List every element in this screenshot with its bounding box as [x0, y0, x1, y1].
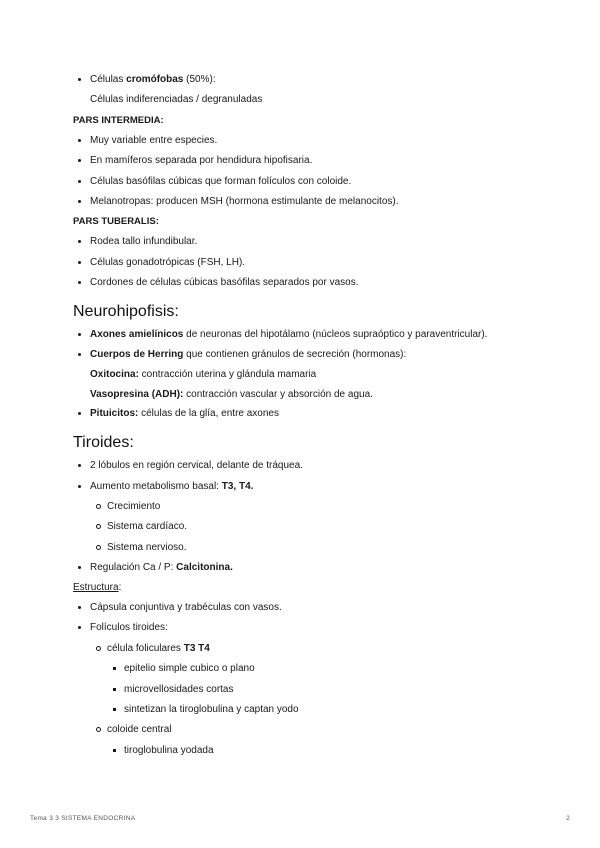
text: contracción vascular y absorción de agua.	[183, 389, 373, 400]
sub-list-item: Crecimiento	[107, 501, 161, 512]
bold-text: Cuerpos de Herring	[90, 349, 184, 360]
text: :	[118, 582, 122, 593]
list-item: Cordones de células cúbicas basófilas separados por vasos.	[90, 277, 359, 288]
sub-sub-list-item: tiroglobulina yodada	[124, 745, 214, 756]
sub-sub-list-item: epitelio simple cubico o plano	[124, 663, 255, 674]
list-item: Rodea tallo infundibular.	[90, 236, 198, 247]
vasopresina-line	[90, 388, 373, 401]
text: contracción uterina y glándula mamaria	[138, 369, 317, 380]
list-item: Melanotropas: producen MSH (hormona estimulante de melanocitos).	[90, 196, 399, 207]
sub-list-item: coloide central	[107, 724, 172, 735]
bold-text: T3, T4.	[221, 481, 254, 492]
sub-list-item: Sistema cardíaco.	[107, 521, 188, 532]
list-item: Células basófilas cúbicas que forman folículos con coloide.	[90, 176, 352, 187]
text: de neuronas del hipotálamo (núcleos supraóptico y paraventricular).	[183, 329, 488, 340]
subheading-pars-intermedia: PARS INTERMEDIA:	[73, 115, 164, 126]
list-item-herring	[90, 348, 406, 361]
list-item: Células gonadotrópicas (FSH, LH).	[90, 257, 246, 268]
bold-text: cromófobas	[126, 74, 184, 85]
bold-text: T3 T4	[183, 643, 210, 654]
list-item: Folículos tiroides:	[90, 622, 168, 633]
heading-tiroides: Tiroides:	[73, 434, 134, 451]
list-item-metabolismo	[90, 480, 253, 493]
footer-title: Tema 3 3 SISTEMA ENDOCRINA	[30, 815, 136, 822]
underlined-text: Estructura	[73, 582, 119, 593]
bold-text: Axones amielínicos	[90, 329, 184, 340]
list-item: Muy variable entre especies.	[90, 135, 218, 146]
sub-list-item: Sistema nervioso.	[107, 542, 187, 553]
estructura-label	[73, 581, 121, 594]
sub-sub-list-item: sintetizan la tiroglobulina y captan yodo	[124, 704, 299, 715]
bold-text: Pituicitos:	[90, 408, 139, 419]
list-item: Cápsula conjuntiva y trabéculas con vasos.	[90, 602, 282, 613]
text: que contienen gránulos de secreción (hormonas):	[183, 349, 407, 360]
bold-text: Calcitonina.	[176, 562, 233, 573]
page-number: 2	[566, 815, 570, 822]
text: Regulación Ca / P:	[90, 562, 177, 573]
cromofobas-detail: Células indiferenciadas / degranuladas	[90, 94, 263, 105]
bold-text: Vasopresina (ADH):	[90, 389, 184, 400]
list-item: 2 lóbulos en región cervical, delante de tráquea.	[90, 460, 303, 471]
list-item-pituicitos	[90, 407, 279, 420]
text: Aumento metabolismo basal:	[90, 481, 222, 492]
oxitocina-line	[90, 368, 316, 381]
sub-list-item-celula	[107, 642, 210, 655]
list-item: En mamíferos separada por hendidura hipofisaria.	[90, 155, 313, 166]
list-item-regulacion	[90, 561, 233, 574]
text: célula foliculares	[107, 643, 184, 654]
list-item-cromofobas	[90, 73, 216, 86]
text: células de la glía, entre axones	[138, 408, 279, 419]
text: Células	[90, 74, 127, 85]
heading-neurohipofisis: Neurohipofisis:	[73, 303, 179, 320]
bold-text: Oxitocina:	[90, 369, 139, 380]
subheading-pars-tuberalis: PARS TUBERALIS:	[73, 216, 159, 227]
list-item-axones	[90, 328, 487, 341]
text: (50%):	[183, 74, 216, 85]
sub-sub-list-item: microvellosidades cortas	[124, 684, 234, 695]
